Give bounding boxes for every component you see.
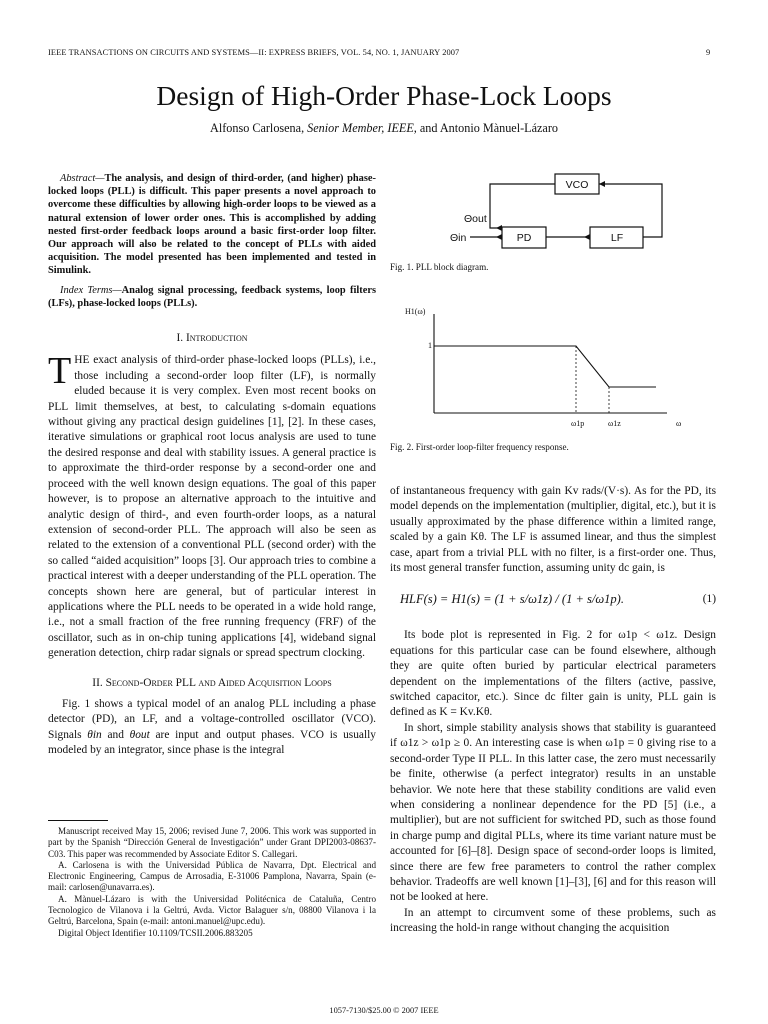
footnote-2: A. Carlosena is with the Universidad Pública de Navarra, Dpt. Electrical and Electronic Engineering, Campus de Arrosadia, E-31006 Pamplona, Navarra, Spain (e-mail: carlosen@unavarra.es). xyxy=(48,859,376,893)
section-2-heading: II. Second-Order PLL and Aided Acquisition Loops xyxy=(92,676,332,689)
theta-out: θout xyxy=(129,728,150,741)
left-column xyxy=(48,172,376,759)
equation-1-number: (1) xyxy=(702,593,716,606)
theta-out-label: Θout xyxy=(464,213,487,225)
abstract xyxy=(48,172,376,278)
vco-label: VCO xyxy=(565,179,589,191)
lf-vco-connector xyxy=(599,184,662,237)
fig1-block-diagram xyxy=(440,170,680,260)
fig2-caption: Fig. 2. First-order loop-filter frequency response. xyxy=(390,442,569,452)
section-1-text: HE exact analysis of third-order phase-locked loops (PLLs), i.e., those including a second-order loop filter (LF), is normally eluded because it is very complex. Even most recent books on PLL limit themselves, at best, to calculating s-domain equations without giving any practical design guidelines [1], [2]. In these cases, iterative simulations or graphical root locus analysis are used to tune the desired response and deal with stability issues. A general practice is to approximate the third-order response by a second-order one and proceed with the well known design equations. The goal of this paper however, is to propose an alternative approach to the intuitive and analytic design of third-, and even fourth-order loops, as a natural extension of second-order PLL. The approach will also be seen as related to the extension of a conventional PLL (second order) with the so called “aided acquisition” loops [3]. Our approach tries to combine a practical interest with a deeper understanding of the PLL operation. The concepts shown here are general, but of particular interest in applications where the PLL needs to be operated in a wide hold range, i.e., not a small fraction of the free running frequency (FRF) of the oscillator, such as in on-chip tuning applications [4], wideband signal generation detection, chirp radar signals or spread spectrum clocking. xyxy=(48,354,376,660)
equation-1 xyxy=(390,576,716,628)
theta-in: θin xyxy=(87,728,102,741)
dropcap: T xyxy=(48,350,72,393)
author-1: Alfonso Carlosena, xyxy=(210,121,305,135)
author-1-role: Senior Member, IEEE, xyxy=(307,121,417,135)
footnote-rule xyxy=(48,820,108,821)
arrow-to-pd-input xyxy=(496,234,502,240)
right-paragraph-1: of instantaneous frequency with gain Kv rads/(V·s). As for the PD, its model depends on the implementation (multiplier, digital, etc.), but it is usually approximated by the phase difference within a limited range, scaled by a gain Kθ. The LF is assumed linear, and thus the simplest case, apart from a trivial PLL with no filter, is a first-order one. Thus, its most general transfer function, assuming unity dc gain, is xyxy=(390,485,716,575)
index-terms xyxy=(48,284,376,310)
response-curve xyxy=(434,346,656,387)
section-2-body: Fig. 1 shows a typical model of an analog PLL including a phase detector (PD), an LF, and a voltage-controlled oscillator (VCO). Signals θin and θout are input and output phases. VCO is usually modeled by an integrator, since phase is the integral xyxy=(48,697,376,757)
journal-header: IEEE TRANSACTIONS ON CIRCUITS AND SYSTEMS—II: EXPRESS BRIEFS, VOL. 54, NO. 1, JANUARY 2007 xyxy=(48,48,460,57)
page-number: 9 xyxy=(706,48,711,57)
right-paragraph-2: Its bode plot is represented in Fig. 2 for ω1p < ω1z. Design equations for this particular case can be found elsewhere, although they are quite often buried by particular electrical parameters dependent on the implementations of the filters (active, passive, switched capacitor, etc.). Since dc filter gain is unity, PLL gain is defined as K = Kv.Kθ. xyxy=(390,629,716,719)
author-line xyxy=(0,121,768,136)
section-1-body xyxy=(48,350,376,661)
fig2-w1p-tick: ω1p xyxy=(571,419,585,428)
author-2: Antonio Mànuel-Lázaro xyxy=(439,121,558,135)
right-paragraph-4: In an attempt to circumvent some of these problems, such as increasing the hold-in range without changing the acquisition xyxy=(390,906,716,935)
index-terms-text: Analog signal processing, feedback systems, loop filters (LFs), phase-locked loops (PLLs). xyxy=(48,284,376,309)
fig2-y-tick: 1 xyxy=(428,341,432,350)
footnote-1: Manuscript received May 15, 2006; revised June 7, 2006. This work was supported in part by the Spanish “Dirección General de Investigación” under Grant DPI2003-08637-C03. This paper was recommended by Associate Editor S. Callegari. xyxy=(48,826,376,859)
arrow-to-lf xyxy=(584,234,590,240)
pd-label: PD xyxy=(516,232,532,244)
paper-title: Design of High-Order Phase-Lock Loops xyxy=(156,80,612,111)
theta-in-label: Θin xyxy=(450,232,467,244)
right-paragraph-3: In short, simple stability analysis shows that stability is guaranteed if ω1z > ω1p ≥ 0. An interesting case is when ω1p = 0 giving rise to a second-order Type II PLL. In this latter case, the zero must necessarily be finite, otherwise (a perfect integrator) results in an unstable behavior. We note here that these stability conditions are valid even when considering a nonlinear dependence for the PD [5] (i.e., a multiplier), but are not sufficient for switched PD, such as those found in charge pump and digital PLLs, where its time variant nature must be accounted for [6]–[8]. Design space of second-order loops is limited, since there are few free parameters to control the rather complex behavior. Tradeoffs are well known [1]–[3], [6] and for this reason will not be looked at here. xyxy=(390,721,716,904)
footnotes xyxy=(48,826,376,939)
author-and: and xyxy=(419,121,438,135)
right-column xyxy=(390,484,716,937)
section-1-heading: I. Introduction xyxy=(176,332,248,345)
fig1-caption: Fig. 1. PLL block diagram. xyxy=(390,262,489,272)
footnote-doi: Digital Object Identifier 10.1109/TCSII.2006.883205 xyxy=(58,927,253,938)
index-terms-label: Index Terms— xyxy=(60,284,122,296)
abstract-label: Abstract— xyxy=(60,173,105,184)
fig2-ylabel: H1(ω) xyxy=(405,307,426,316)
abstract-text: The analysis, and design of third-order, (and higher) phase-locked loops (PLL) is difficult. This paper presents a novel approach to overcome these difficulties by allowing high-order loops to be viewed as a natural extension of lower order ones. This is accomplished by adding nested first-order feedback loops around a basic first-order loop filter. Our approach will also be related to the concept of PLLs with aided acquisition. The model presented has been implemented and tested in Simulink. xyxy=(48,173,376,277)
arrow-to-pd-feedback xyxy=(496,225,502,231)
fig2-x-label: ω xyxy=(676,419,682,428)
footnote-3: A. Mànuel-Lázaro is with the Universidad Politécnica de Cataluña, Centro Tecnologico de Vilanova i la Geltrú, Avda. Victor Balaguer s/n, 08800 Vilanova i la Geltrú, Barcelona, Spain (e-mail: antoni.manuel@upc.edu). xyxy=(48,893,376,927)
feedback-connector xyxy=(490,184,555,228)
lf-label: LF xyxy=(610,232,624,244)
copyright-footer: 1057-7130/$25.00 © 2007 IEEE xyxy=(329,1006,439,1015)
arrow-to-vco xyxy=(599,181,605,187)
fig2-bode-plot xyxy=(395,300,715,438)
fig2-w1z-tick: ω1z xyxy=(608,419,621,428)
equation-1-text: HLF(s) = H1(s) = (1 + s/ω1z) / (1 + s/ω1p). xyxy=(400,592,624,607)
